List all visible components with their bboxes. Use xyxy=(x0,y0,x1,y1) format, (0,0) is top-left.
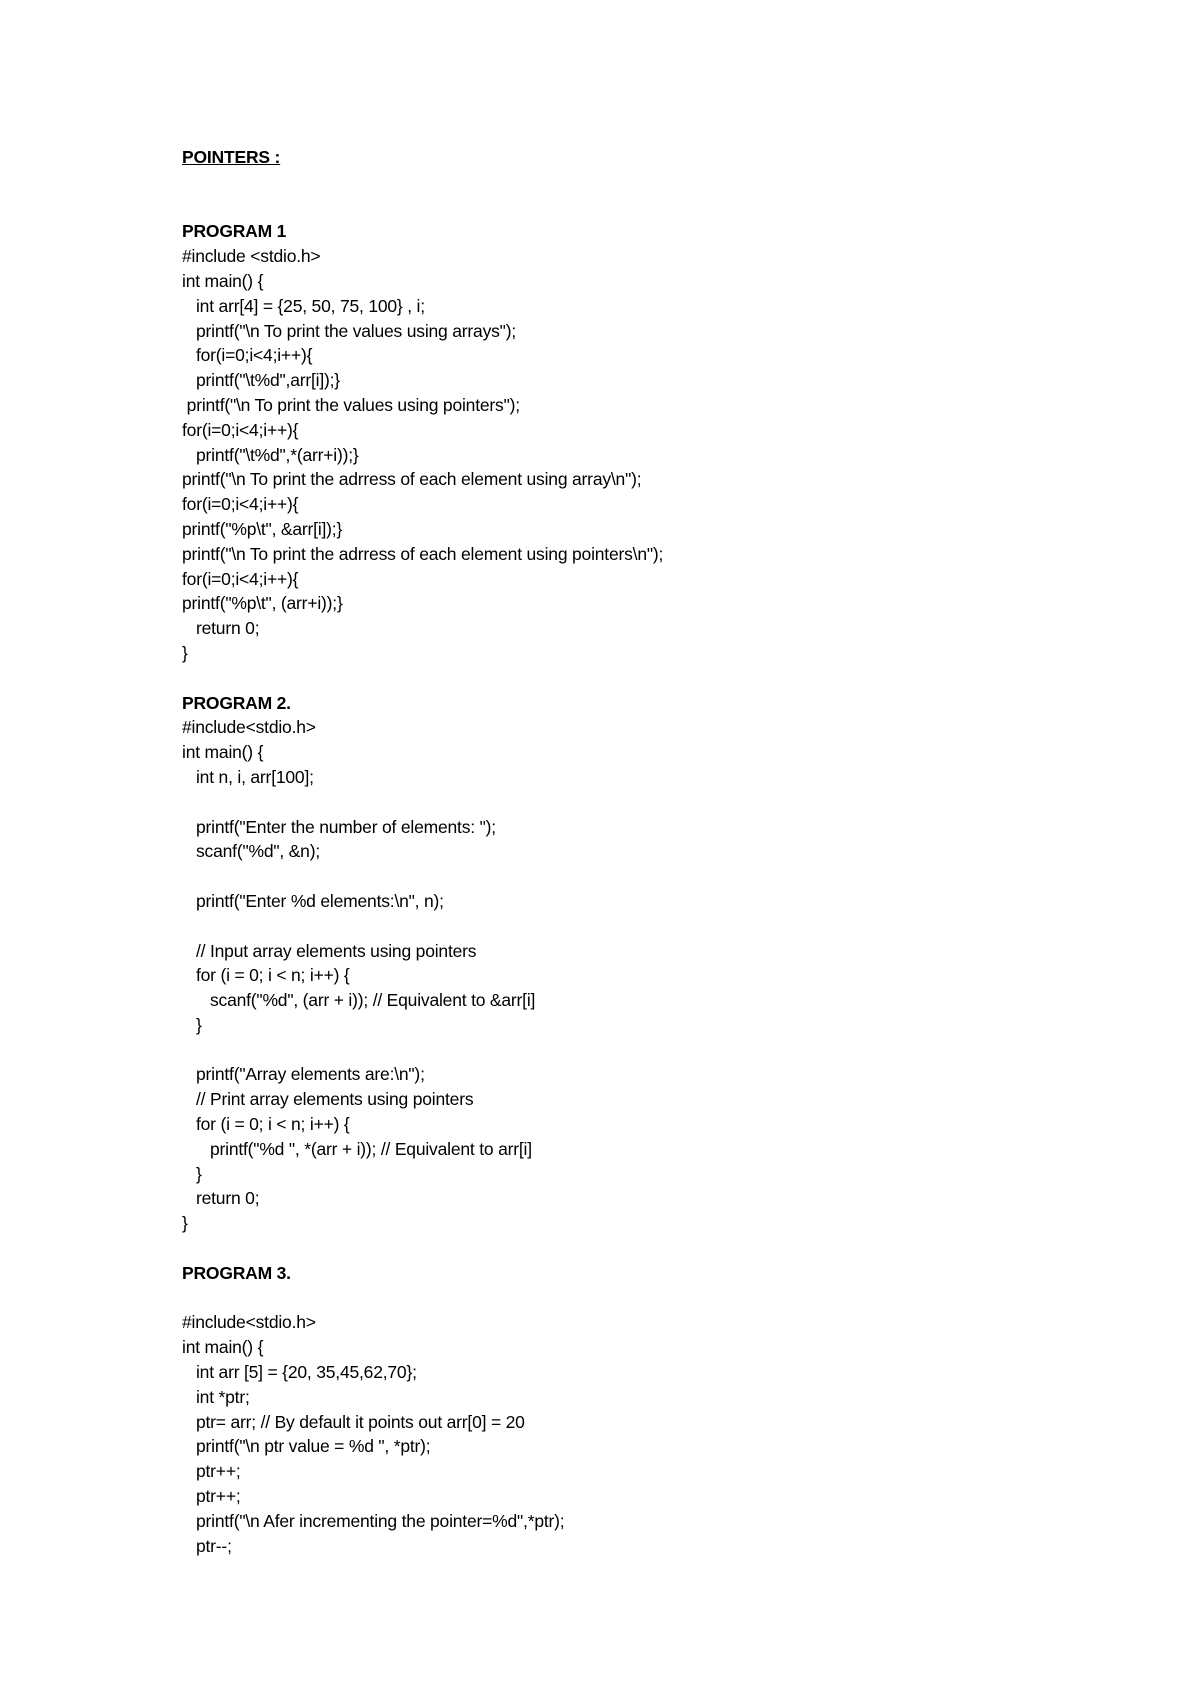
code-line: for (i = 0; i < n; i++) { xyxy=(182,1114,350,1135)
code-line: int *ptr; xyxy=(182,1386,250,1407)
code-line: #include<stdio.h> xyxy=(182,1312,316,1333)
code-line: } xyxy=(182,1163,202,1184)
code-line xyxy=(182,790,1142,815)
code-line: } xyxy=(182,1213,188,1234)
program-title: PROGRAM 2. xyxy=(182,692,291,713)
code-line: ptr--; xyxy=(182,1535,232,1556)
code-line: printf("Enter %d elements:\n", n); xyxy=(182,890,444,911)
section-spacer xyxy=(182,666,1142,691)
code-line: scanf("%d", (arr + i)); // Equivalent to &arr[i] xyxy=(182,990,536,1011)
code-line: printf("\n ptr value = %d ", *ptr); xyxy=(182,1436,431,1457)
code-line: for(i=0;i<4;i++){ xyxy=(182,345,313,366)
programs-container xyxy=(182,219,1142,1558)
code-line: printf("%p\t", (arr+i));} xyxy=(182,593,343,614)
code-line: for(i=0;i<4;i++){ xyxy=(182,419,299,440)
code-line: int main() { xyxy=(182,1337,264,1358)
code-line: int arr[4] = {25, 50, 75, 100} , i; xyxy=(182,295,425,316)
code-line: printf("\t%d",arr[i]);} xyxy=(182,370,340,391)
code-line: int arr [5] = {20, 35,45,62,70}; xyxy=(182,1362,417,1383)
code-line: int main() { xyxy=(182,742,264,763)
program-section-1 xyxy=(182,219,1142,665)
code-line: return 0; xyxy=(182,1188,260,1209)
code-line: ptr++; xyxy=(182,1461,241,1482)
code-line xyxy=(182,914,1142,939)
code-line: return 0; xyxy=(182,618,260,639)
code-line: printf("Array elements are:\n"); xyxy=(182,1064,425,1085)
code-line: for(i=0;i<4;i++){ xyxy=(182,568,299,589)
code-line: } xyxy=(182,1014,202,1035)
code-line: int main() { xyxy=(182,270,264,291)
code-line: #include <stdio.h> xyxy=(182,246,321,267)
section-spacer xyxy=(182,1236,1142,1261)
code-line: printf("%d ", *(arr + i)); // Equivalent to arr[i] xyxy=(182,1138,532,1159)
program-section-3 xyxy=(182,1261,1142,1559)
code-line: printf("\n To print the values using pointers"); xyxy=(182,394,520,415)
code-line: for (i = 0; i < n; i++) { xyxy=(182,965,350,986)
code-line: for(i=0;i<4;i++){ xyxy=(182,494,299,515)
code-line: } xyxy=(182,642,188,663)
program-section-2 xyxy=(182,691,1142,1237)
code-line: printf("Enter the number of elements: "); xyxy=(182,816,496,837)
code-line xyxy=(182,1038,1142,1063)
page-title: POINTERS : xyxy=(182,147,281,167)
program-title: PROGRAM 1 xyxy=(182,221,287,242)
code-line: printf("\n To print the values using arrays"); xyxy=(182,320,516,341)
code-line: scanf("%d", &n); xyxy=(182,841,320,862)
program-title: PROGRAM 3. xyxy=(182,1262,291,1283)
spacer xyxy=(182,170,1142,220)
code-line xyxy=(182,1286,1142,1311)
code-line: printf("%p\t", &arr[i]);} xyxy=(182,518,343,539)
document-body xyxy=(182,145,1142,1558)
code-line: printf("\n To print the adrress of each element using array\n"); xyxy=(182,469,642,490)
code-line xyxy=(182,864,1142,889)
code-line: printf("\n To print the adrress of each element using pointers\n"); xyxy=(182,543,664,564)
code-line: printf("\t%d",*(arr+i));} xyxy=(182,444,359,465)
code-line: ptr++; xyxy=(182,1486,241,1507)
code-line: // Print array elements using pointers xyxy=(182,1089,474,1110)
code-line: #include<stdio.h> xyxy=(182,717,316,738)
code-line: ptr= arr; // By default it points out arr[0] = 20 xyxy=(182,1411,525,1432)
code-line: printf("\n Afer incrementing the pointer=%d",*ptr); xyxy=(182,1510,565,1531)
code-line: // Input array elements using pointers xyxy=(182,940,477,961)
code-line: int n, i, arr[100]; xyxy=(182,766,314,787)
